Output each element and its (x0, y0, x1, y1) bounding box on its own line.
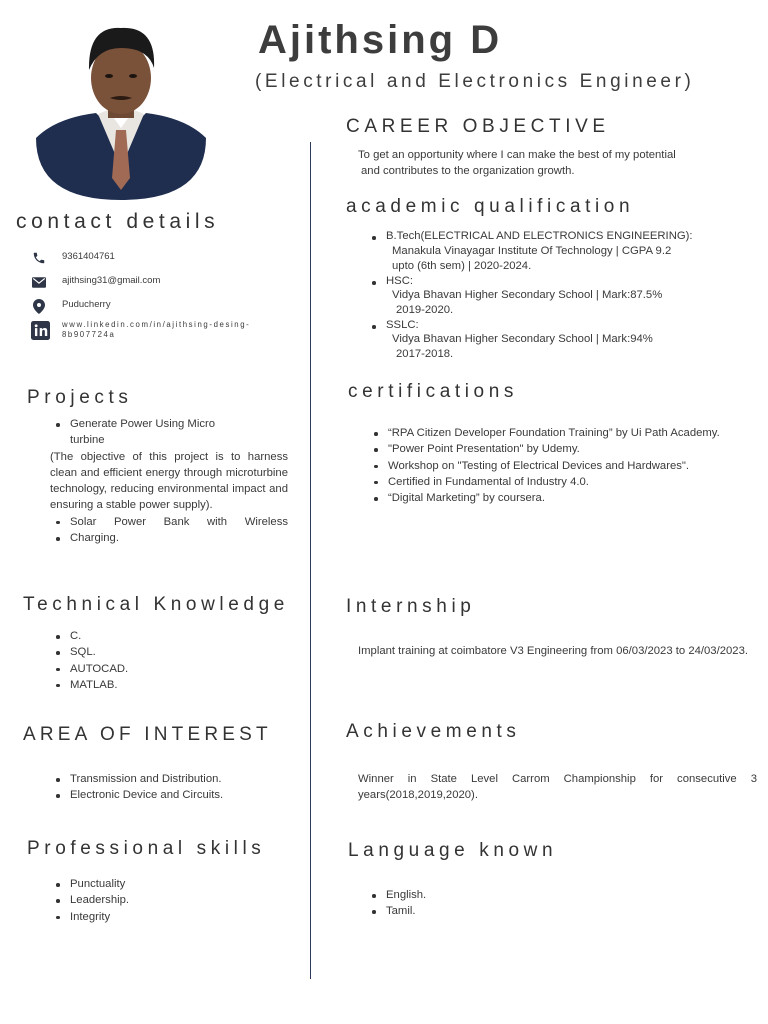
interest-heading: AREA OF INTEREST (23, 724, 272, 745)
career-heading: CAREER OBJECTIVE (346, 116, 610, 137)
languages-list (366, 887, 426, 920)
technical-list (50, 628, 128, 693)
contact-linkedin (30, 320, 262, 340)
list-item: Electronic Device and Circuits. (50, 787, 223, 803)
phone-number: 9361404761 (62, 251, 115, 262)
contact-phone (30, 249, 115, 267)
career-text: To get an opportunity where I can make the best of my potential and contributes to the organization growth. (358, 149, 676, 177)
list-item: Certified in Fundamental of Industry 4.0. (368, 474, 763, 490)
profile-photo (36, 18, 206, 201)
list-item: Punctuality (50, 876, 129, 892)
internship-heading: Internship (346, 596, 476, 617)
candidate-title: (Electrical and Electronics Engineer) (255, 71, 695, 92)
academic-list: B.Tech(ELECTRICAL AND ELECTRONICS ENGINEERING): Manakula Vinayagar Institute Of Technology | CGPA 9.2 upto (6th sem) | 2020-2024. HSC: Vidya Bhavan Higher Secondary School | Mark:87.5% 2019-2020. SSLC: Vidya Bhavan Higher Secondary School | Mark:94% 2017-2018. (366, 229, 756, 362)
academic-item: HSC: (366, 274, 756, 288)
contact-location (30, 297, 111, 315)
achievements-heading: Achievements (346, 721, 521, 742)
list-item: “RPA Citizen Developer Foundation Training” by Ui Path Academy. (368, 425, 763, 441)
list-item: MATLAB. (50, 677, 128, 693)
location-pin-icon (30, 297, 48, 315)
certifications-heading: certifications (348, 381, 518, 402)
contact-email (30, 273, 160, 291)
project-item: Generate Power Using Micro turbine (50, 416, 288, 449)
linkedin-icon (30, 320, 50, 340)
list-item: Transmission and Distribution. (50, 771, 223, 787)
list-item: Leadership. (50, 892, 129, 908)
skills-list (50, 876, 129, 925)
mail-icon (30, 273, 48, 291)
location-text: Puducherry (62, 299, 111, 310)
languages-heading: Language known (348, 840, 558, 861)
list-item: AUTOCAD. (50, 661, 128, 677)
academic-item: SSLC: (366, 318, 756, 332)
list-item: "Power Point Presentation" by Udemy. (368, 441, 763, 457)
list-item: “Digital Marketing” by coursera. (368, 490, 763, 506)
list-item: Tamil. (366, 903, 426, 919)
projects-heading: Projects (27, 387, 133, 408)
list-item: Workshop on "Testing of Electrical Devices and Hardwares". (368, 458, 763, 474)
contact-heading: contact details (16, 210, 220, 233)
interest-list (50, 771, 223, 804)
list-item: SQL. (50, 644, 128, 660)
projects-section (50, 416, 288, 546)
phone-icon (30, 249, 48, 267)
internship-text: Implant training at coimbatore V3 Engineering from 06/03/2023 to 24/03/2023. (358, 645, 748, 657)
list-item: English. (366, 887, 426, 903)
linkedin-url: www.linkedin.com/in/ajithsing-desing-8b907724a (62, 320, 251, 339)
technical-heading: Technical Knowledge (23, 594, 289, 615)
project-description: (The objective of this project is to harness clean and efficient energy through microturbine technology, reducing environmental impact and ensuring a stable power supply). (50, 450, 288, 512)
list-item: C. (50, 628, 128, 644)
achievements-text: Winner in State Level Carrom Championship for consecutive 3 years(2018,2019,2020). (358, 773, 757, 802)
column-divider (310, 142, 311, 979)
email-address: ajithsing31@gmail.com (62, 275, 161, 286)
project-item-cont: Charging. (50, 530, 288, 546)
academic-item: B.Tech(ELECTRICAL AND ELECTRONICS ENGINEERING): (366, 229, 756, 244)
skills-heading: Professional skills (27, 838, 266, 859)
certifications-list (368, 425, 763, 506)
academic-heading: academic qualification (346, 196, 635, 217)
project-item: Solar Power Bank with Wireless (50, 514, 288, 530)
candidate-name: Ajithsing D (258, 18, 503, 62)
list-item: Integrity (50, 909, 129, 925)
